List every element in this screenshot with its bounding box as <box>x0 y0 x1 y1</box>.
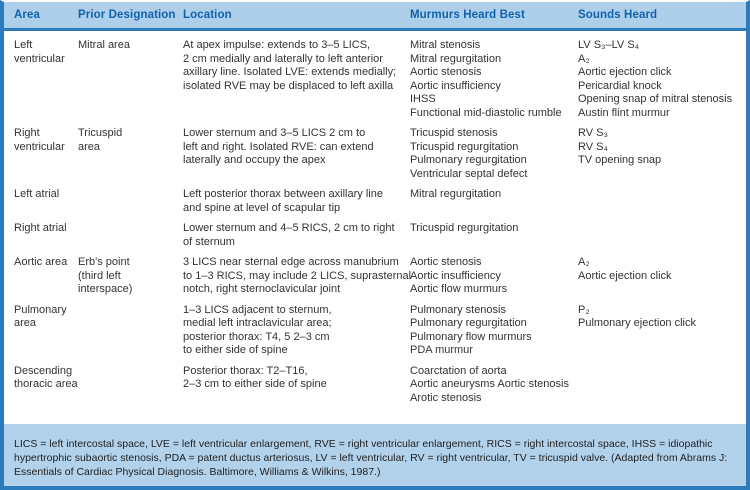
cell-line: thoracic area <box>14 378 78 390</box>
cell-line: area <box>78 140 101 153</box>
cell-line: ventricular <box>14 140 65 153</box>
cell-line: Left posterior thorax between axillary line <box>183 188 383 200</box>
cell-murmurs <box>410 39 578 120</box>
cell-sounds <box>578 39 746 120</box>
cell-line: and spine at level of scapular tip <box>183 201 341 214</box>
cell-line: Posterior thorax: T2–T16, <box>183 364 308 377</box>
footnote-band <box>4 424 746 486</box>
cell-line: Pulmonary regurgitation <box>410 154 527 166</box>
cell-sounds <box>578 222 746 249</box>
cell-line: Pulmonary flow murmurs <box>410 330 532 343</box>
table-row <box>14 127 746 181</box>
cell-area <box>14 304 78 358</box>
cell-line: TV opening snap <box>578 154 662 166</box>
cell-murmurs <box>410 365 578 406</box>
cell-location <box>183 39 410 120</box>
table-row <box>14 304 746 358</box>
cell-line: laterally and occupy the apex <box>183 154 326 166</box>
cell-line: ventricular <box>14 52 65 65</box>
cell-location <box>183 304 410 358</box>
cell-line: Tricuspid regurgitation <box>410 222 519 234</box>
cell-line: Pulmonary stenosis <box>410 303 506 316</box>
cell-line: Aortic aneurysms Aortic stenosis <box>410 378 569 390</box>
cell-line: P₂ <box>578 303 590 316</box>
cell-line: left and right. Isolated RVE: can extend <box>183 140 374 153</box>
cell-line: Pulmonary <box>14 303 67 316</box>
cell-prior <box>78 188 183 215</box>
cell-line: Descending <box>14 364 73 377</box>
cell-line: 2–3 cm to either side of spine <box>183 378 327 390</box>
cell-line: Aortic ejection click <box>578 269 672 282</box>
cell-line: Tricuspid regurgitation <box>410 140 519 153</box>
cell-line: A₂ <box>578 256 590 268</box>
cell-line: area <box>14 317 37 329</box>
cell-location <box>183 256 410 297</box>
cell-line: isolated RVE may be displaced to left axilla <box>183 79 394 92</box>
cell-line: Pulmonary ejection click <box>578 317 696 329</box>
cell-line: Opening snap of mitral stenosis <box>578 93 733 105</box>
cell-line: Mitral stenosis <box>410 39 481 51</box>
cell-line: Lower sternum and 4–5 RICS, 2 cm to right <box>183 222 395 234</box>
cell-line: medial left intraclavicular area; <box>183 317 332 329</box>
cell-line: 2 cm medially and laterally to left anterior <box>183 52 383 65</box>
cell-line: axillary line. Isolated LVE: extends medially; <box>183 66 397 78</box>
cell-line: Lower sternum and 3–5 LICS 2 cm to <box>183 127 366 139</box>
table-header-row <box>4 2 746 28</box>
table-row <box>14 365 746 406</box>
cell-area <box>14 222 78 249</box>
cell-line: posterior thorax: T4, 5 2–3 cm <box>183 330 330 343</box>
cell-murmurs <box>410 127 578 181</box>
cell-line: Aortic insufficiency <box>410 79 501 92</box>
cell-murmurs <box>410 222 578 249</box>
cell-murmurs <box>410 188 578 215</box>
cell-line: Aortic ejection click <box>578 66 672 78</box>
cell-sounds <box>578 188 746 215</box>
cell-line: Aortic flow murmurs <box>410 283 508 295</box>
cell-area <box>14 365 78 406</box>
cell-prior <box>78 365 183 406</box>
col-header-murmurs-heard-best: Murmurs Heard Best <box>410 9 525 21</box>
cell-line: Right <box>14 127 40 139</box>
table-row <box>14 188 746 215</box>
cell-line: Mitral regurgitation <box>410 52 502 65</box>
cell-sounds <box>578 304 746 358</box>
cell-line: Arotic stenosis <box>410 391 482 404</box>
cell-line: Pulmonary regurgitation <box>410 317 527 329</box>
cell-line: Functional mid-diastolic rumble <box>410 106 562 119</box>
cell-prior <box>78 304 183 358</box>
cell-line: PDA murmur <box>410 344 473 356</box>
cell-line: Tricuspid <box>78 127 123 139</box>
cell-line: 3 LICS near sternal edge across manubrium <box>183 256 399 268</box>
cell-line: Mitral area <box>78 39 130 51</box>
col-header-sounds-heard: Sounds Heard <box>578 9 658 21</box>
table-body <box>4 31 746 405</box>
cell-line: Tricuspid stenosis <box>410 127 498 139</box>
cell-line: Erb's point <box>78 256 130 268</box>
cell-line: Pericardial knock <box>578 79 662 92</box>
cell-line: of sternum <box>183 235 235 248</box>
cell-line: notch, right sternoclavicular joint <box>183 283 341 295</box>
col-header-location: Location <box>183 9 232 21</box>
cell-line: Aortic stenosis <box>410 66 482 78</box>
cell-location <box>183 188 410 215</box>
cell-line: to 1–3 RICS, may include 2 LICS, suprasternal <box>183 269 412 282</box>
cell-line: (third left <box>78 269 121 282</box>
cell-line: LV S₃–LV S₄ <box>578 39 640 51</box>
cell-line: Ventricular septal defect <box>410 167 528 180</box>
cell-line: Mitral regurgitation <box>410 188 502 200</box>
cell-line: Aortic stenosis <box>410 256 482 268</box>
cell-sounds <box>578 256 746 297</box>
cell-prior <box>78 127 183 181</box>
cell-line: Coarctation of aorta <box>410 364 507 377</box>
cell-prior <box>78 256 183 297</box>
col-header-prior-designation: Prior Designation <box>78 9 176 21</box>
cell-line: to either side of spine <box>183 344 288 356</box>
cell-line: RV S₃ <box>578 127 608 139</box>
cell-murmurs <box>410 256 578 297</box>
cell-location <box>183 365 410 406</box>
cell-location <box>183 127 410 181</box>
table-row <box>14 222 746 249</box>
col-header-area: Area <box>14 9 40 21</box>
cell-line: Left <box>14 39 33 51</box>
cell-line: Left atrial <box>14 188 60 200</box>
cell-line: Aortic area <box>14 256 68 268</box>
cell-prior <box>78 222 183 249</box>
cell-line: interspace) <box>78 283 133 295</box>
cell-area <box>14 188 78 215</box>
cell-area <box>14 39 78 120</box>
cell-line: Austin flint murmur <box>578 106 670 119</box>
cell-line: IHSS <box>410 93 436 105</box>
cell-line: RV S₄ <box>578 140 608 153</box>
cell-line: At apex impulse: extends to 3–5 LICS, <box>183 39 371 51</box>
cell-sounds <box>578 365 746 406</box>
table-row <box>14 39 746 120</box>
cell-line: Right atrial <box>14 222 67 234</box>
footnote-text: LICS = left intercostal space, LVE = left ventricular enlargement, RVE = right ventricular enlargement, RICS = right intercostal space, IHSS = idiopathic hypertrophic subaortic stenosis, PDA = patent ductus arteriosus, LV = left ventricular, RV = right ventricular, TV = tricuspid valve. (Adapted from Abrams J: Essentials of Cardiac Physical Diagnosis. Baltimore, Williams & Wilkins, 1987.) <box>14 438 728 478</box>
cell-sounds <box>578 127 746 181</box>
cell-area <box>14 127 78 181</box>
cell-line: 1–3 LICS adjacent to sternum, <box>183 303 332 316</box>
cell-prior <box>78 39 183 120</box>
cell-line: Aortic insufficiency <box>410 269 501 282</box>
cell-murmurs <box>410 304 578 358</box>
cell-line: A₂ <box>578 52 590 65</box>
table-row <box>14 256 746 297</box>
cell-location <box>183 222 410 249</box>
cell-area <box>14 256 78 297</box>
